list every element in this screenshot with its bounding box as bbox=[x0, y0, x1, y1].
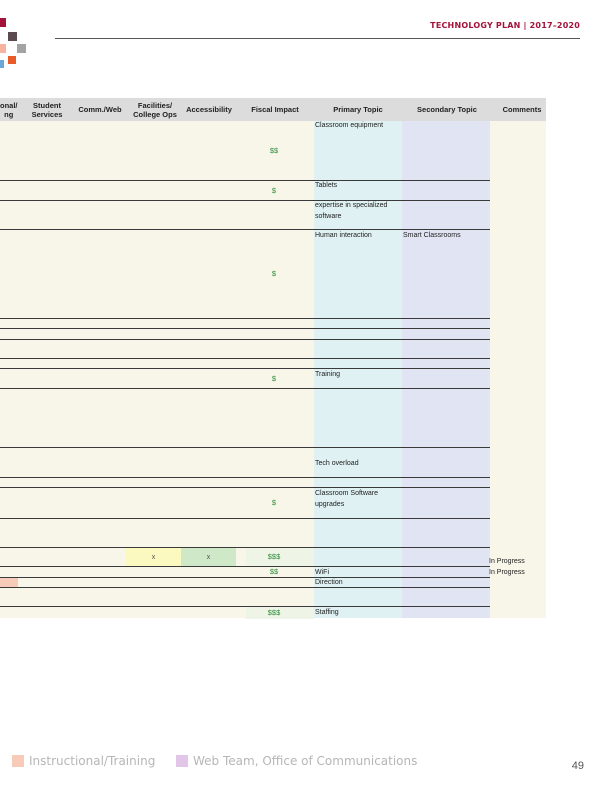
row-divider bbox=[0, 518, 490, 519]
row-divider bbox=[0, 339, 490, 340]
primary-topic-cell: Training bbox=[315, 371, 341, 378]
logo-square bbox=[8, 56, 16, 64]
primary-topic-cell: Classroom equipment bbox=[315, 122, 384, 129]
row-divider bbox=[0, 577, 490, 578]
header-cell: Accessibility bbox=[186, 105, 232, 114]
row-divider bbox=[0, 200, 490, 201]
primary-topic-cell: Classroom Software upgrades bbox=[315, 490, 379, 508]
legend-label-instructional: Instructional/Training bbox=[29, 754, 156, 768]
page-header-title: TECHNOLOGY PLAN | 2017–2020 bbox=[430, 21, 580, 30]
legend-instructional bbox=[12, 754, 155, 768]
fiscal-impact-cell: $$ bbox=[269, 146, 279, 155]
header-cell: Facilities/ College Ops bbox=[133, 100, 177, 119]
row-divider bbox=[0, 606, 490, 607]
row-divider bbox=[0, 566, 490, 567]
comment-cell: In Progress bbox=[489, 558, 525, 565]
primary-topic-cell: Tablets bbox=[315, 182, 338, 189]
primary-topic-cell: expertise in specialized software bbox=[315, 202, 388, 220]
logo-square bbox=[17, 44, 26, 53]
comment-cell: In Progress bbox=[489, 569, 525, 576]
legend-swatch-instructional bbox=[12, 755, 24, 767]
logo-square bbox=[0, 60, 4, 68]
fiscal-impact-cell: $ bbox=[271, 269, 277, 278]
accessibility-mark-cell: x bbox=[181, 548, 236, 566]
logo-square bbox=[0, 18, 6, 27]
header-cell: Comm./Web bbox=[78, 105, 122, 114]
primary-topic-cell: Staffing bbox=[315, 609, 339, 616]
facilities-mark-cell: x bbox=[126, 548, 181, 566]
logo-square bbox=[0, 44, 6, 53]
header-divider bbox=[55, 38, 580, 39]
row-divider bbox=[0, 447, 490, 448]
header-cell: Primary Topic bbox=[333, 105, 383, 114]
row-divider bbox=[0, 487, 490, 488]
row-divider bbox=[0, 328, 490, 329]
legend-swatch-webteam bbox=[176, 755, 188, 767]
header-cell: Fiscal Impact bbox=[251, 105, 299, 114]
row-divider bbox=[0, 368, 490, 369]
primary-topic-cell: Human interaction bbox=[315, 232, 372, 239]
row-divider bbox=[0, 180, 490, 181]
row-divider bbox=[0, 547, 490, 548]
page-number: 49 bbox=[571, 760, 584, 772]
legend-label-webteam: Web Team, Office of Communications bbox=[193, 754, 418, 768]
legend-webteam bbox=[176, 754, 417, 768]
instructional-training-fill bbox=[0, 578, 18, 587]
fiscal-impact-cell: $ bbox=[271, 498, 277, 507]
primary-topic-cell: Tech overload bbox=[315, 460, 359, 467]
header-cell: Secondary Topic bbox=[417, 105, 477, 114]
secondary-topic-cell: Smart Classrooms bbox=[403, 232, 461, 239]
fiscal-impact-cell: $$$ bbox=[267, 552, 281, 561]
fiscal-impact-cell: $$ bbox=[269, 567, 279, 576]
header-cell: onal/ ng bbox=[0, 100, 18, 119]
primary-topic-cell: Direction bbox=[315, 579, 343, 586]
secondary-topic-column-bg bbox=[402, 120, 490, 618]
row-divider bbox=[0, 388, 490, 389]
row-divider bbox=[0, 587, 490, 588]
logo bbox=[0, 18, 32, 68]
fiscal-impact-cell: $ bbox=[271, 186, 277, 195]
logo-square bbox=[8, 32, 17, 41]
header-cell: Comments bbox=[502, 105, 542, 114]
tech-plan-table bbox=[0, 98, 612, 620]
row-divider bbox=[0, 358, 490, 359]
row-divider bbox=[0, 477, 490, 478]
fiscal-impact-cell: $ bbox=[271, 374, 277, 383]
fiscal-impact-cell: $$$ bbox=[267, 608, 281, 617]
primary-topic-cell: WiFi bbox=[315, 569, 329, 576]
header-cell: Student Services bbox=[31, 100, 63, 119]
comments-column-bg bbox=[490, 120, 546, 618]
logo-square bbox=[8, 44, 17, 53]
row-divider bbox=[0, 318, 490, 319]
